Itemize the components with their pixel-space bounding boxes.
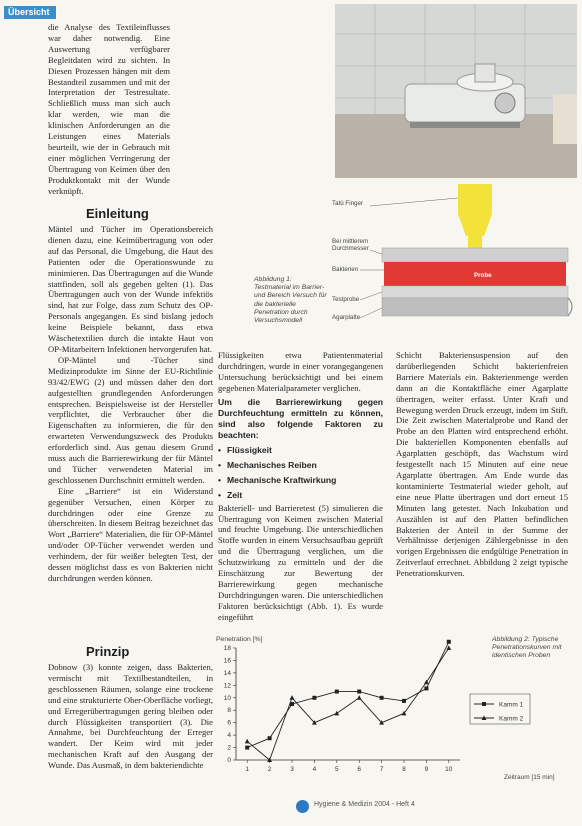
factor-item: • Flüssigkeit: [218, 443, 383, 458]
x-tick-label: 4: [312, 766, 317, 773]
data-point: [357, 690, 361, 694]
series-line: [247, 642, 449, 748]
legend-label: Kamm 1: [499, 701, 524, 709]
y-tick-label: 12: [223, 682, 231, 690]
einleitung-paragraph-3: Eine „Barriere“ ist ein Widerstand gegenüber Versuchen, einen Körper zu durchdringen oder eine Grenze zu überschreiten. In diesem Beitrag bezeichnet das Wort „Barriere“ Materialien, die für OP-Mäntel und/oder OP-Tücher verwendet werden und verhindern, der für weißer belegten Test, der dessen möglichst dass es von Bakterien nicht durchdrungen werden können.: [48, 485, 213, 583]
data-point: [245, 746, 249, 750]
chart-xlabel: Zeitraum [15 min]: [504, 774, 555, 781]
prinzip-paragraph-1: Dobnow (3) konnte zeigen, dass Bakterien, vermischt mit Textilbestandteilen, in geschlossenen Räumen, solange eine trockene und eine strukturierte Ober-Oberfläche vorliegt, und Erregerübertragungen gering bleiben oder durch Flüssigkeiten transportiert (3). Die Annahme, bei Durchfeuchtung der Erreger wandert. Der Keim wird mit jeder mechanischen Kraft auf den Ausgang der Wunde. Das Ausmaß, in dem bakteriendichte: [48, 662, 213, 771]
x-tick-label: 8: [402, 766, 406, 773]
einleitung-paragraph-2: OP-Mäntel und -Tücher sind Medizinprodukte im Sinne der EU-Richtlinie 93/42/EWG (2) und müssen daher den dort aufgestellten grundlegenden Anforderungen entsprechen. Beispielsweise ist der Hersteller verpflichtet, die Verbraucher über die Eigenschaften zu informieren, die für den erwarteten Verwendungszweck des Produkts erforderlich sind. Aus genau diesem Grund muss auch die Barrierewirkung der für Mäntel und Tücher verwendeten Material im geschlossenen Durchschnitt ermittelt werden.: [48, 354, 213, 485]
y-tick-label: 2: [227, 744, 231, 752]
factor-item: • Zeit: [218, 488, 383, 503]
figure-2-caption: Abbildung 2: Typische Penetrationskurven mit identischen Proben: [492, 636, 562, 660]
column-3-text: [396, 350, 568, 635]
x-tick-label: 6: [357, 766, 362, 773]
footer-source: Hygiene & Medizin 2004 - Heft 4: [314, 801, 415, 808]
y-tick-label: 6: [227, 719, 231, 727]
x-tick-label: 2: [267, 766, 272, 773]
factor-item: • Mechanisches Reiben: [218, 458, 383, 473]
legend-label: Kamm 2: [499, 715, 524, 723]
section-tag: Übersicht: [4, 6, 56, 19]
x-tick-label: 7: [379, 766, 384, 773]
y-tick-label: 0: [227, 757, 231, 764]
chart-ylabel: Penetration [%]: [216, 636, 263, 643]
data-point: [335, 690, 339, 694]
page-footer: [0, 798, 582, 818]
heading-prinzip: Prinzip: [86, 644, 130, 659]
intro-paragraph: die Analyse des Textileinflusses war daher notwendig. Eine Auswertung verfügbarer Begleitdaten wird zu sichten. In Diesen Prozessen hängen mit dem Bestandteil zusammen und mit der Interpretation der Testresultate. Schließlich muss man sich auch klar werden, wie man die klinischen Anforderungen an die Leistungen eines Materials beurteilt, wie der in Gebrauch mit einer möglichen Verringerung der Übertragung von Keimen über den Produktkontakt mit der Wunde verknüpft.: [48, 22, 170, 196]
intro-text: [48, 22, 170, 197]
data-point: [312, 696, 316, 700]
x-tick-label: 9: [424, 766, 429, 773]
figure-1: [232, 178, 578, 338]
finger-shape: [458, 184, 492, 214]
einleitung-text: [48, 224, 213, 584]
heading-einleitung: Einleitung: [86, 206, 149, 221]
data-point: [424, 686, 428, 690]
factor-item: • Mechanische Kraftwirkung: [218, 473, 383, 488]
page-dot-icon: [296, 800, 309, 813]
x-tick-label: 1: [245, 766, 250, 773]
data-point: [447, 640, 451, 644]
column-3-paragraph: Schicht Bakteriensuspension auf den darüberliegenden Schicht bakterienfreien Barriere Materials ein. Bakterienmenge werden dann an die Kontaktfläche einer Agarplatte übertragen, weiter erfasst. Unter Kraft und Bewegung werden Druck erzeugt, indem im Stift. Die Zeit zwischen Materialprobe und Rand der Probe an den Platten wird entsprechend erhöht. Die bakteriellen Komponenten ebenfalls auf Agarplatten geschöpft, das Wachstum wird festgestellt nach 15 Minuten auf eine neue Agarplatte übertragen. Am Ende wurde das kontaminierte Testmaterial wieder geholt, auf eine neue Platte übertragen und dort erneut 15 Minuten lang getestet. Nach Inkubation und Auszählen ist auf den Platten befindlichen Bakterien der Anteil in der Summe der Verhältnisse derjenigen Zählergebnisse in den vorigen Ergebnissen die endgültige Penetration in Zeitverlauf errechnet. Abbildung 2 zeigt typische Penetrationskurven.: [396, 350, 568, 579]
x-tick-label: 3: [290, 766, 294, 773]
y-tick-label: 18: [223, 645, 231, 652]
y-tick-label: 4: [227, 732, 231, 740]
series-line: [247, 648, 449, 760]
penetration-line-chart: [212, 632, 576, 784]
factors-list: [218, 443, 383, 503]
x-tick-label: 10: [445, 766, 453, 773]
column-2-paragraph-2: Bakteriell- und Barrieretest (5) simulieren die Übertragung von Keimen zwischen Material und feuchte Umgebung. Die unterschiedlichen Stoffe wurden in einem Versuchsaufbau geprüft und die Übertragung verglichen, um die Schutzwirkung zu ermitteln und der die Einschätzung zur Bewertung der Barrierewirkung gegen mechanische Durchdringungen waren. Die unterschiedlichen Faktoren berücksichtigt (Abb. 1). Es wurde eingeführt: [218, 502, 383, 622]
einleitung-paragraph-1: Mäntel und Tücher im Operationsbereich dienen dazu, eine Keimübertragung von oder auf das Personal, die Umgebung, die Haut des Patienten oder die Operationswunde zu minimieren. Das Übertragungen auf die Wunde stattfinden, soll als gegeben gelten (1). Das Übertragungen auch von der Wunde infektiös sind, hat zur Folge, dass zum Schutz des OP-Personals angegangen. Es sind bislang jedoch keine Beispiele bekannt, dass etwa Wäschetextilien durch die intakte Haut von OP-Mitarbeitern Infektionen hervorgerufen hat.: [48, 224, 213, 354]
label-bacteria: Bakterien: [332, 266, 359, 273]
column-2-paragraph-1: Flüssigkeiten etwa Patientenmaterial durchdringen, wurde in einer vorangegangenen Untersuchung berücksichtigt und bei einem gegebenen Materialparameter verglichen.: [218, 350, 383, 393]
y-tick-label: 14: [223, 669, 231, 677]
legend-marker: [482, 702, 486, 706]
data-point: [380, 696, 384, 700]
y-tick-label: 16: [223, 657, 231, 665]
label-finger: Tatü Finger: [332, 200, 363, 207]
data-point: [357, 695, 362, 700]
data-point: [268, 736, 272, 740]
label-red-layer: Probe: [474, 272, 492, 279]
factors-intro: Um die Barrierewirkung gegen Durchfeuchtung ermitteln zu können, sind also folgende Faktoren zu beachten:: [218, 396, 383, 440]
data-point: [402, 699, 406, 703]
prinzip-text: [48, 662, 213, 782]
label-film: Bei mittlerem Durchmesser: [332, 238, 369, 253]
data-point: [334, 711, 339, 716]
label-agar-plate: Agarplatte: [332, 314, 361, 321]
y-tick-label: 10: [223, 694, 231, 702]
data-point: [290, 695, 295, 700]
figure-2: [212, 632, 576, 784]
lab-photo-image: [335, 4, 577, 178]
label-test-probe: Testprobe: [332, 296, 360, 303]
column-2-text: [218, 350, 383, 635]
data-point: [245, 739, 250, 744]
lab-photo: [335, 4, 577, 178]
y-tick-label: 8: [227, 707, 231, 715]
figure-1-caption: Abbildung 1: Testmaterial im Barrier- und Bereich Versuch für die bakterielle Penetration durch Versuchsmodell: [254, 276, 327, 325]
x-tick-label: 5: [334, 766, 339, 773]
